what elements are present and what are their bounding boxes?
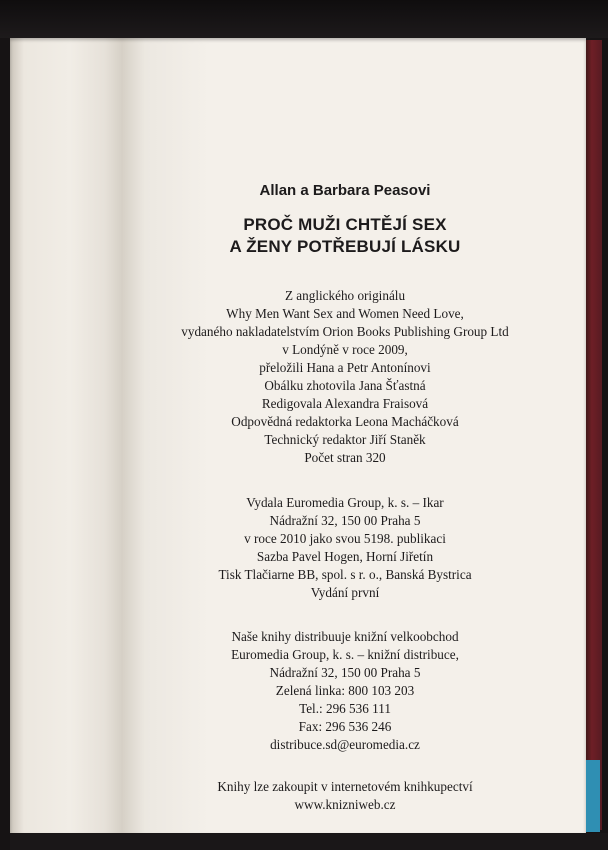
distribution-line: Nádražní 32, 150 00 Praha 5 (269, 665, 421, 680)
distribution-line: Euromedia Group, k. s. – knižní distribuce, (231, 647, 459, 662)
translation-line: v Londýně v roce 2009, (282, 342, 408, 357)
purchase-line: Knihy lze zakoupit v internetovém knihkupectví (217, 779, 473, 794)
publisher-line: v roce 2010 jako svou 5198. publikaci (244, 531, 446, 546)
authors: Allan a Barbara Peasovi (259, 182, 431, 199)
translation-line: přeložili Hana a Petr Antonínovi (259, 360, 431, 375)
cover-edge (585, 40, 602, 830)
translation-line: Obálku zhotovila Jana Šťastná (264, 378, 426, 393)
phone-number: Tel.: 296 536 111 (299, 701, 391, 716)
translation-line: Technický redaktor Jiří Staněk (264, 432, 426, 447)
publisher-line: Nádražní 32, 150 00 Praha 5 (269, 513, 421, 528)
book-title-line-2: A ŽENY POTŘEBUJÍ LÁSKU (229, 237, 461, 256)
imprint-page (10, 38, 586, 833)
scan-background-top (0, 0, 608, 38)
cover-spine-strip (586, 760, 600, 832)
distribution-line: Naše knihy distribuuje knižní velkoobchod (231, 629, 459, 644)
translation-line: vydaného nakladatelstvím Orion Books Publishing Group Ltd (181, 324, 509, 339)
hotline-number: Zelená linka: 800 103 203 (275, 683, 415, 698)
edition-line: Vydání první (310, 585, 380, 600)
translation-line: Z anglického originálu (284, 288, 406, 303)
translation-line: Redigovala Alexandra Fraisová (261, 396, 429, 411)
fax-number: Fax: 296 536 246 (298, 719, 392, 734)
publisher-line: Sazba Pavel Hogen, Horní Jiřetín (256, 549, 434, 564)
distribution-email: distribuce.sd@euromedia.cz (270, 737, 420, 752)
scan-background-bottom (10, 833, 608, 850)
publisher-line: Vydala Euromedia Group, k. s. – Ikar (246, 495, 444, 510)
page-count: Počet stran 320 (304, 450, 386, 465)
publisher-line: Tisk Tlačiarne BB, spol. s r. o., Banská Bystrica (218, 567, 472, 582)
translation-line: Why Men Want Sex and Women Need Love, (226, 306, 464, 321)
book-title-line-1: PROČ MUŽI CHTĚJÍ SEX (243, 215, 447, 234)
translation-line: Odpovědná redaktorka Leona Macháčková (231, 414, 459, 429)
bookstore-url: www.knizniweb.cz (294, 797, 396, 812)
